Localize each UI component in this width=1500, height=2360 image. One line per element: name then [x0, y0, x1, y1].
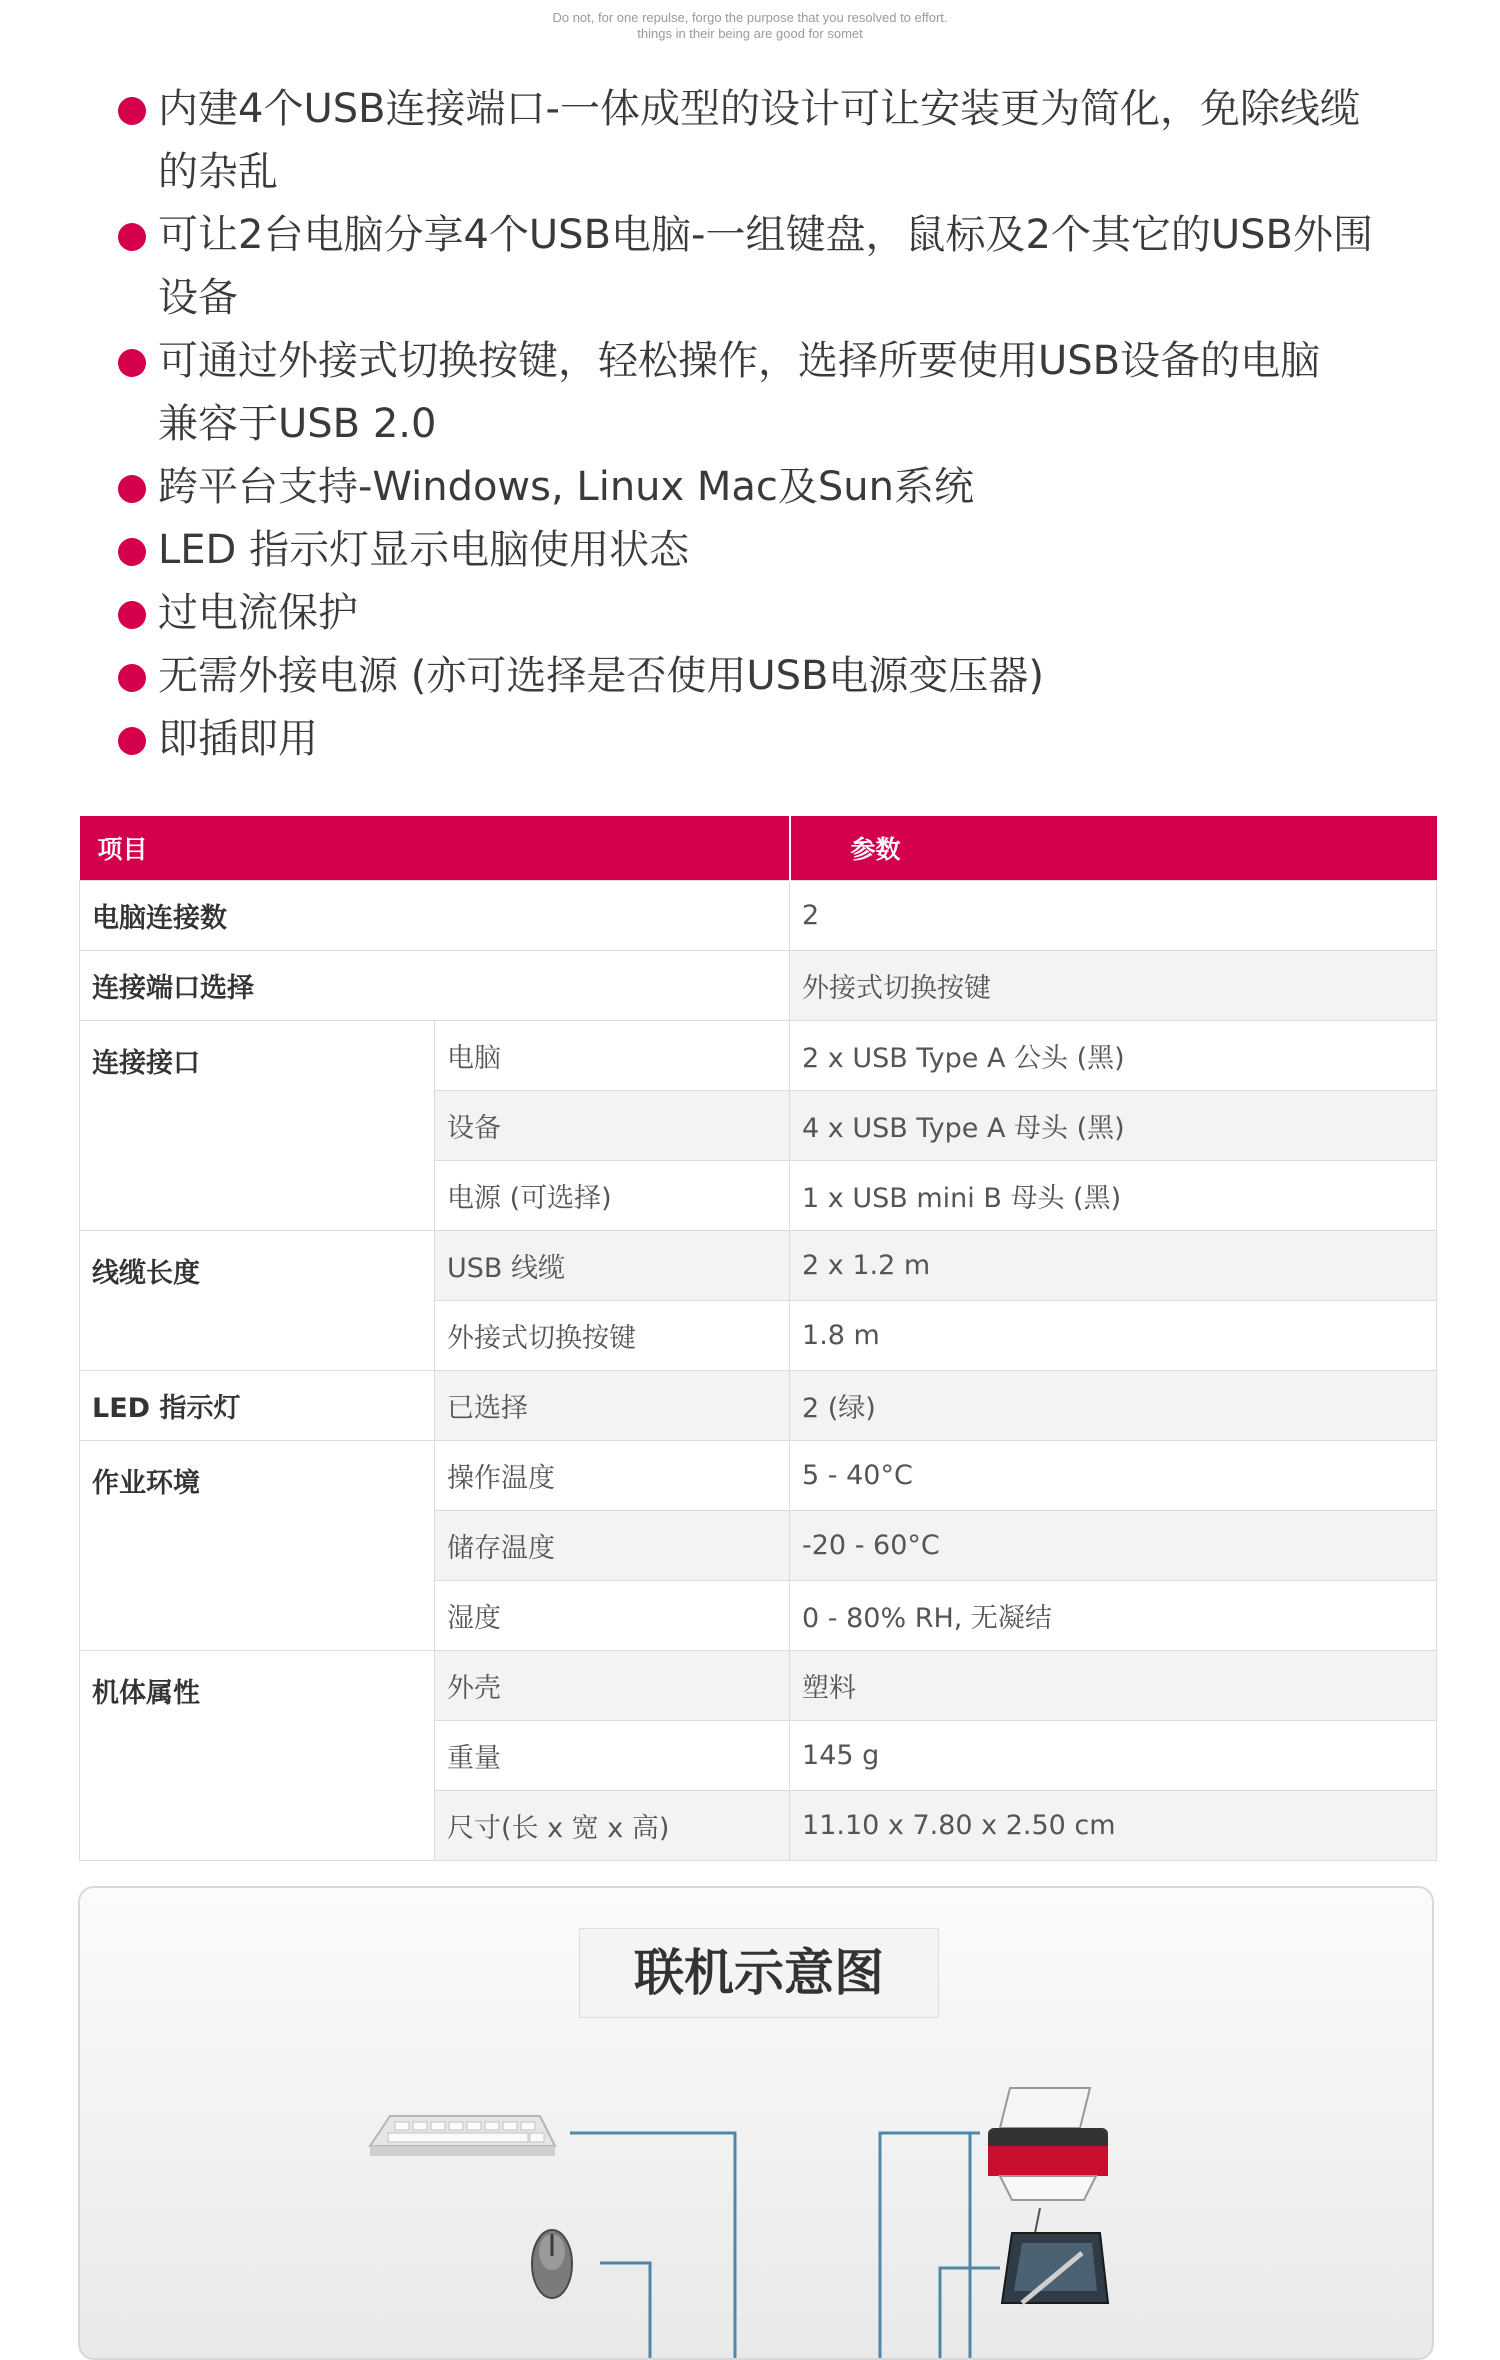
row-group-label: 作业环境	[80, 1441, 435, 1651]
feature-item	[118, 708, 1418, 771]
row-sub-label: USB 线缆	[435, 1231, 790, 1301]
printer-icon	[988, 2088, 1108, 2200]
row-group-label: 机体属性	[80, 1651, 435, 1861]
row-sub-label: 操作温度	[435, 1441, 790, 1511]
feature-text: 内建4个USB连接端口-一体成型的设计可让安装更为简化，免除线缆	[158, 86, 1360, 132]
bullet-icon	[118, 538, 146, 566]
table-row	[80, 951, 1437, 1021]
center-line	[880, 2133, 970, 2358]
table-row	[80, 1371, 1437, 1441]
table-row	[80, 881, 1437, 951]
keyboard-icon	[370, 2116, 555, 2156]
row-sub-label: 外接式切换按键	[435, 1301, 790, 1371]
row-value: 4 x USB Type A 母头 (黑)	[790, 1091, 1437, 1161]
feature-item	[118, 519, 1418, 582]
table-row	[80, 1651, 1437, 1721]
watermark-line-1: Do not, for one repulse, forgo the purpose that you resolved to effort.	[552, 10, 948, 25]
mouse-icon	[532, 2230, 572, 2298]
bullet-icon	[118, 97, 146, 125]
connection-diagram	[78, 1886, 1434, 2360]
row-value: 塑料	[790, 1651, 1437, 1721]
bullet-icon	[118, 664, 146, 692]
feature-item	[118, 330, 1418, 393]
feature-item	[118, 204, 1418, 267]
feature-item	[118, 582, 1418, 645]
row-value: 外接式切换按键	[790, 951, 1437, 1021]
tablet-icon	[1002, 2233, 1108, 2303]
diagram-drawing	[80, 1888, 1432, 2358]
header-param: 参数	[790, 816, 1437, 881]
feature-item	[118, 141, 1418, 204]
row-sub-label: 电脑	[435, 1021, 790, 1091]
row-group-label: 连接端口选择	[80, 951, 790, 1021]
feature-item	[118, 456, 1418, 519]
row-sub-label: 储存温度	[435, 1511, 790, 1581]
row-value: 1 x USB mini B 母头 (黑)	[790, 1161, 1437, 1231]
row-value: 145 g	[790, 1721, 1437, 1791]
feature-text: LED 指示灯显示电脑使用状态	[158, 527, 690, 573]
bullet-icon	[118, 349, 146, 377]
row-value: 2 x USB Type A 公头 (黑)	[790, 1021, 1437, 1091]
row-value: 5 - 40°C	[790, 1441, 1437, 1511]
bullet-icon	[118, 475, 146, 503]
spec-table	[79, 816, 1437, 1861]
keyboard-line	[570, 2133, 735, 2358]
row-value: 0 - 80% RH, 无凝结	[790, 1581, 1437, 1651]
row-value: 11.10 x 7.80 x 2.50 cm	[790, 1791, 1437, 1861]
spec-table-header	[80, 816, 1437, 881]
row-group-label: LED 指示灯	[80, 1371, 435, 1441]
row-group-label: 电脑连接数	[80, 881, 790, 951]
row-value: -20 - 60°C	[790, 1511, 1437, 1581]
table-row	[80, 1441, 1437, 1511]
table-row	[80, 1021, 1437, 1091]
row-sub-label: 湿度	[435, 1581, 790, 1651]
watermark-line-2: things in their being are good for somet	[637, 26, 863, 41]
feature-text: 即插即用	[158, 716, 318, 762]
bullet-icon	[118, 601, 146, 629]
header-item: 项目	[80, 816, 790, 881]
row-value: 2	[790, 881, 1437, 951]
feature-text: 的杂乱	[158, 149, 278, 195]
row-value: 2 x 1.2 m	[790, 1231, 1437, 1301]
feature-item	[118, 393, 1418, 456]
row-group-label: 线缆长度	[80, 1231, 435, 1371]
row-sub-label: 重量	[435, 1721, 790, 1791]
feature-item	[118, 267, 1418, 330]
connector-lines	[570, 2133, 1000, 2358]
feature-text: 可让2台电脑分享4个USB电脑-一组键盘，鼠标及2个其它的USB外围	[158, 212, 1373, 258]
printer-cable	[1035, 2208, 1040, 2233]
row-sub-label: 尺寸(长 x 宽 x 高)	[435, 1791, 790, 1861]
row-sub-label: 设备	[435, 1091, 790, 1161]
feature-text: 可通过外接式切换按键，轻松操作，选择所要使用USB设备的电脑	[158, 338, 1321, 384]
bullet-icon	[118, 223, 146, 251]
table-row	[80, 1231, 1437, 1301]
feature-item	[118, 645, 1418, 708]
row-group-label: 连接接口	[80, 1021, 435, 1231]
feature-text: 兼容于USB 2.0	[158, 401, 437, 447]
watermark-text	[0, 10, 1500, 42]
feature-text: 跨平台支持-Windows, Linux Mac及Sun系统	[158, 464, 975, 510]
feature-text: 无需外接电源 (亦可选择是否使用USB电源变压器)	[158, 653, 1045, 699]
feature-text: 设备	[158, 275, 238, 321]
feature-list	[118, 78, 1418, 771]
bullet-icon	[118, 727, 146, 755]
row-sub-label: 已选择	[435, 1371, 790, 1441]
row-value: 1.8 m	[790, 1301, 1437, 1371]
mouse-line	[600, 2263, 650, 2358]
feature-text: 过电流保护	[158, 590, 358, 636]
diagram-title: 联机示意图	[579, 1928, 939, 2018]
feature-item	[118, 78, 1418, 141]
row-value: 2 (绿)	[790, 1371, 1437, 1441]
printer-line-left	[970, 2133, 980, 2358]
row-sub-label: 外壳	[435, 1651, 790, 1721]
row-sub-label: 电源 (可选择)	[435, 1161, 790, 1231]
